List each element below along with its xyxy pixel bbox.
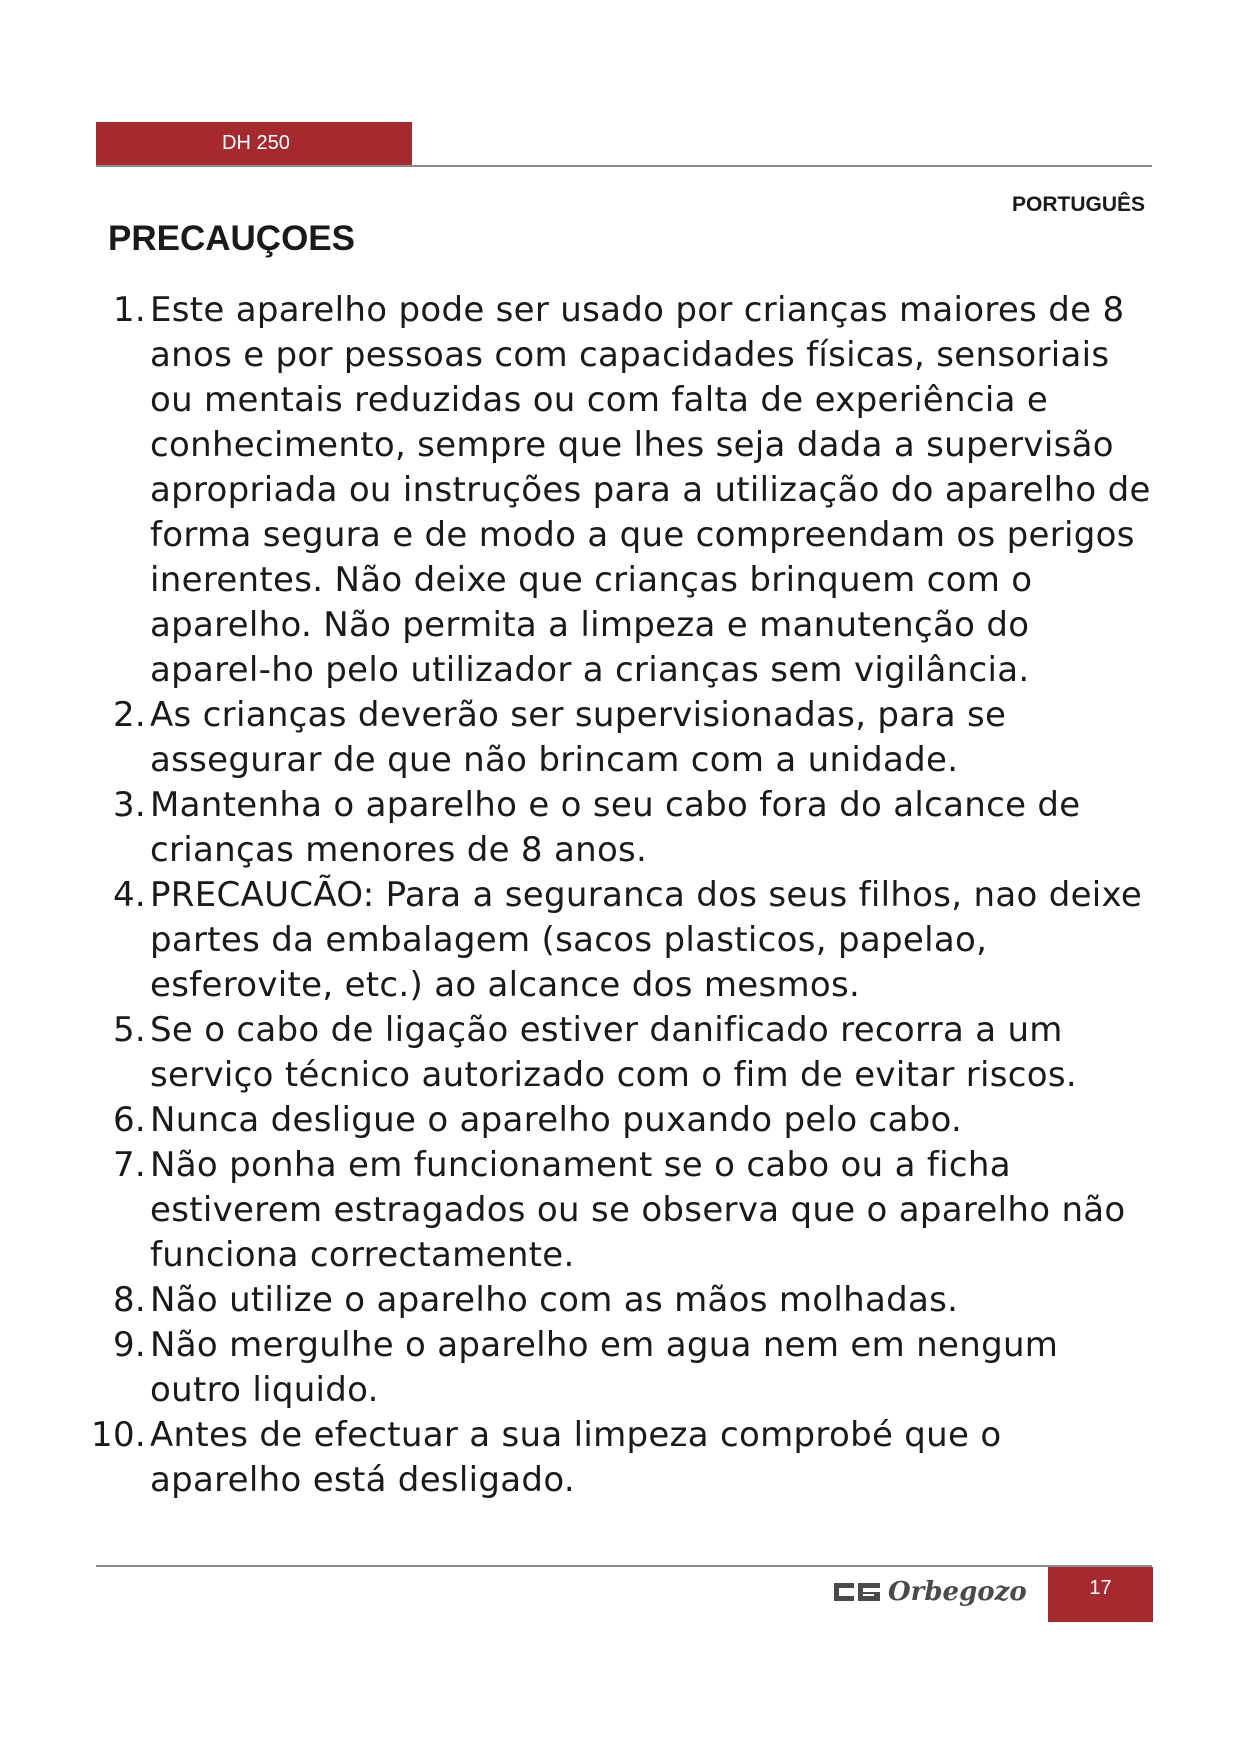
header-divider — [96, 165, 1152, 167]
precautions-list — [80, 288, 1160, 1503]
item-number: 9. — [112, 1325, 146, 1365]
footer-divider — [96, 1565, 1152, 1567]
item-number: 2. — [112, 695, 146, 735]
list-item — [80, 873, 1160, 1008]
item-text: Não ponha em funcionament se o cabo ou a ficha estiverem estragados ou se observa que o aparelho não funciona correctamente. — [150, 1145, 1126, 1275]
list-item — [80, 783, 1160, 873]
list-item — [80, 1008, 1160, 1098]
page-title: PRECAUÇOES — [108, 219, 355, 258]
list-item — [80, 1278, 1160, 1323]
item-number: 6. — [112, 1100, 146, 1140]
orbegozo-logo-icon — [834, 1581, 880, 1603]
item-number: 4. — [112, 875, 146, 915]
item-text: Se o cabo de ligação estiver danificado recorra a um serviço técnico autorizado com o fim de evitar riscos. — [150, 1010, 1078, 1095]
item-number: 1. — [112, 290, 146, 330]
item-number: 10. — [91, 1415, 146, 1455]
item-number: 7. — [112, 1145, 146, 1185]
item-text: Este aparelho pode ser usado por crianças maiores de 8 anos e por pessoas com capacidades físicas, sensoriais ou mentais reduzidas ou com falta de experiência e conhecimento, sempre que lhes seja dada a supervisão apropriada ou instruções para a utilização do aparelho de forma segura e de modo a que compreendam os perigos inerentes. Não deixe que crianças brinquem com o aparelho. Não permita a limpeza e manutenção do aparel-ho pelo utilizador a crianças sem vigilância. — [150, 290, 1151, 690]
brand-name: Orbegozo — [888, 1577, 1027, 1607]
item-text: PRECAUCÃO: Para a seguranca dos seus filhos, nao deixe partes da embalagem (sacos plasticos, papelao, esferovite, etc.) ao alcance dos mesmos. — [150, 875, 1143, 1005]
brand-logo — [834, 1576, 1034, 1608]
language-label: PORTUGUÊS — [1011, 193, 1145, 216]
item-text: Não mergulhe o aparelho em agua nem em nengum outro liquido. — [150, 1325, 1059, 1410]
item-text: Nunca desligue o aparelho puxando pelo cabo. — [150, 1100, 963, 1140]
item-text: Antes de efectuar a sua limpeza comprobé que o aparelho está desligado. — [150, 1415, 1002, 1500]
list-item — [80, 1098, 1160, 1143]
item-number: 8. — [112, 1280, 146, 1320]
item-text: Não utilize o aparelho com as mãos molhadas. — [150, 1280, 959, 1320]
list-item — [80, 1323, 1160, 1413]
list-item — [80, 1143, 1160, 1278]
item-text: As crianças deverão ser supervisionadas, para se assegurar de que não brincam com a unidade. — [150, 695, 1007, 780]
model-label: DH 250 — [222, 132, 290, 154]
item-number: 5. — [112, 1010, 146, 1050]
page-number-box — [1048, 1567, 1153, 1622]
item-number: 3. — [112, 785, 146, 825]
list-item — [80, 288, 1160, 693]
list-item — [80, 693, 1160, 783]
page-number: 17 — [1089, 1577, 1112, 1599]
list-item — [80, 1413, 1160, 1503]
model-tab — [96, 122, 412, 165]
item-text: Mantenha o aparelho e o seu cabo fora do alcance de crianças menores de 8 anos. — [150, 785, 1081, 870]
